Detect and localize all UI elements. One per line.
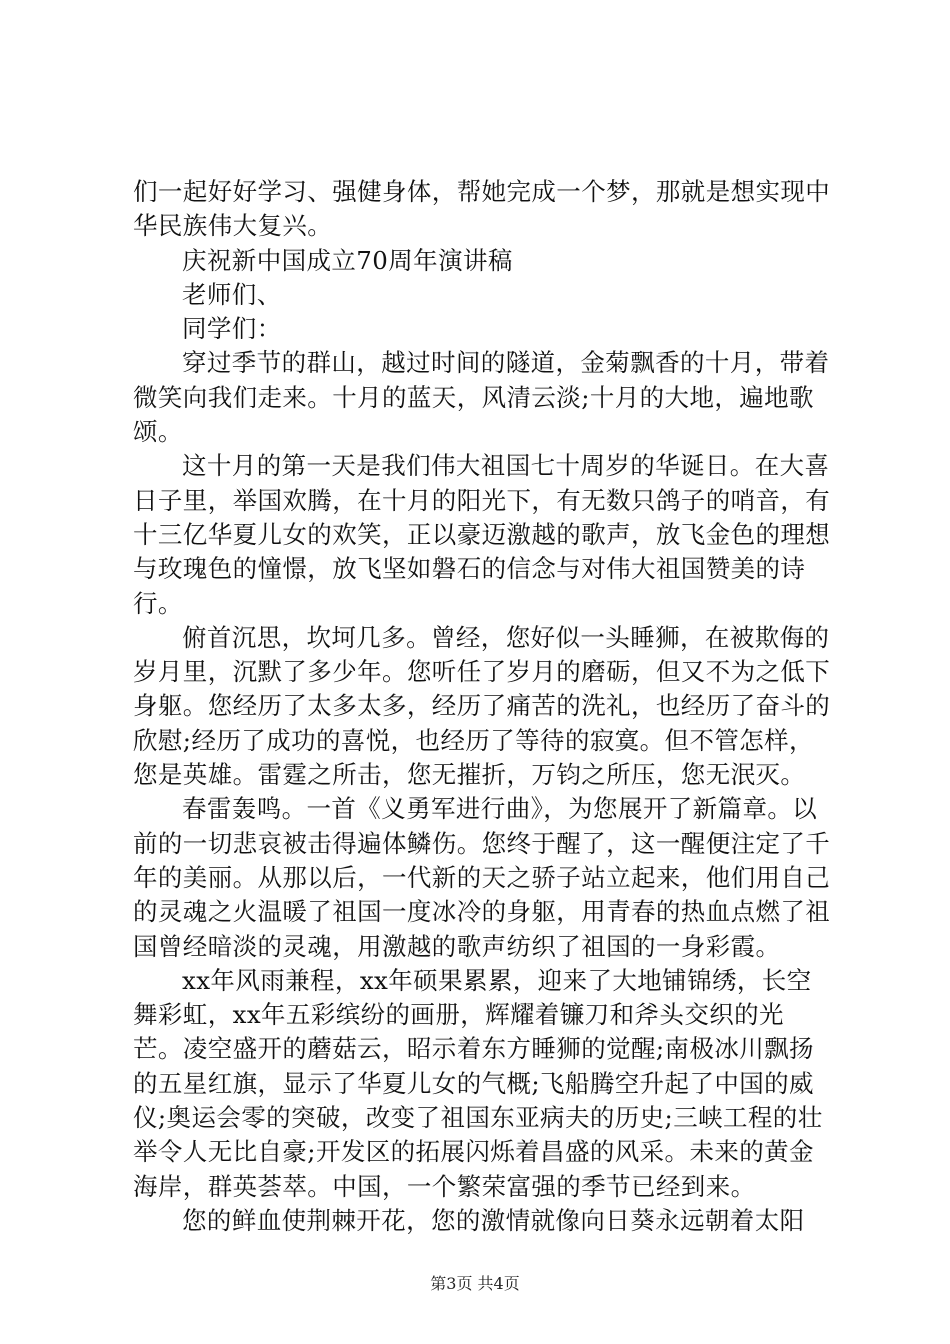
paragraph-awakening: 春雷轰鸣。一首《义勇军进行曲》，为您展开了新篇章。以前的一切悲哀被击得遍体鳞伤。您终于醒了，这一醒便注定了千年的美丽。从那以后，一代新的天之骄子站立起来，他们用自己的灵魂之火温暖了祖国一度冰冷的身躯，用青春的热血点燃了祖国曾经暗淡的灵魂，用激越的歌声纺织了祖国的一身彩霞。: [133, 794, 831, 961]
paragraph-national-day: 这十月的第一天是我们伟大祖国七十周岁的华诞日。在大喜日子里，举国欢腾，在十月的阳光下，有无数只鸽子的哨音，有十三亿华夏儿女的欢笑，正以豪迈激越的歌声，放飞金色的理想与玫瑰色的憧憬，放飞坚如磐石的信念与对伟大祖国赞美的诗行。: [133, 451, 831, 618]
paragraph-continuation: 们一起好好学习、强健身体，帮她完成一个梦，那就是想实现中华民族伟大复兴。: [133, 177, 831, 241]
paragraph-achievements: xx年风雨兼程，xx年硕果累累，迎来了大地铺锦绣，长空舞彩虹，xx年五彩缤纷的画册，辉耀着镰刀和斧头交织的光芒。凌空盛开的蘑菇云，昭示着东方睡狮的觉醒;南极冰川飘扬的五星红旗，显示了华夏儿女的气概;飞船腾空升起了中国的威仪;奥运会零的突破，改变了祖国东亚病夫的历史;三峡工程的壮举令人无比自豪;开发区的拓展闪烁着昌盛的风采。未来的黄金海岸，群英荟萃。中国，一个繁荣富强的季节已经到来。: [133, 965, 823, 1201]
speech-title: 庆祝新中国成立70周年演讲稿: [182, 245, 513, 275]
salutation-teachers: 老师们、: [182, 279, 282, 309]
body-text: [133, 175, 833, 1238]
page-number: 第3页 共4页: [430, 1274, 520, 1293]
paragraph-sunflower: 您的鲜血使荆棘开花，您的激情就像向日葵永远朝着太阳: [182, 1205, 805, 1235]
paragraph-hardships: 俯首沉思，坎坷几多。曾经，您好似一头睡狮，在被欺侮的岁月里，沉默了多少年。您听任了岁月的磨砺，但又不为之低下身躯。您经历了太多太多，经历了痛苦的洗礼，也经历了奋斗的欣慰;经历了成功的喜悦，也经历了等待的寂寞。但不管怎样，您是英雄。雷霆之所击，您无摧折，万钧之所压，您无泯灭。: [133, 622, 831, 790]
salutation-students: 同学们：: [182, 314, 282, 344]
paragraph-october: 穿过季节的群山，越过时间的隧道，金菊飘香的十月，带着微笑向我们走来。十月的蓝天，风清云淡;十月的大地，遍地歌颂。: [133, 348, 830, 447]
